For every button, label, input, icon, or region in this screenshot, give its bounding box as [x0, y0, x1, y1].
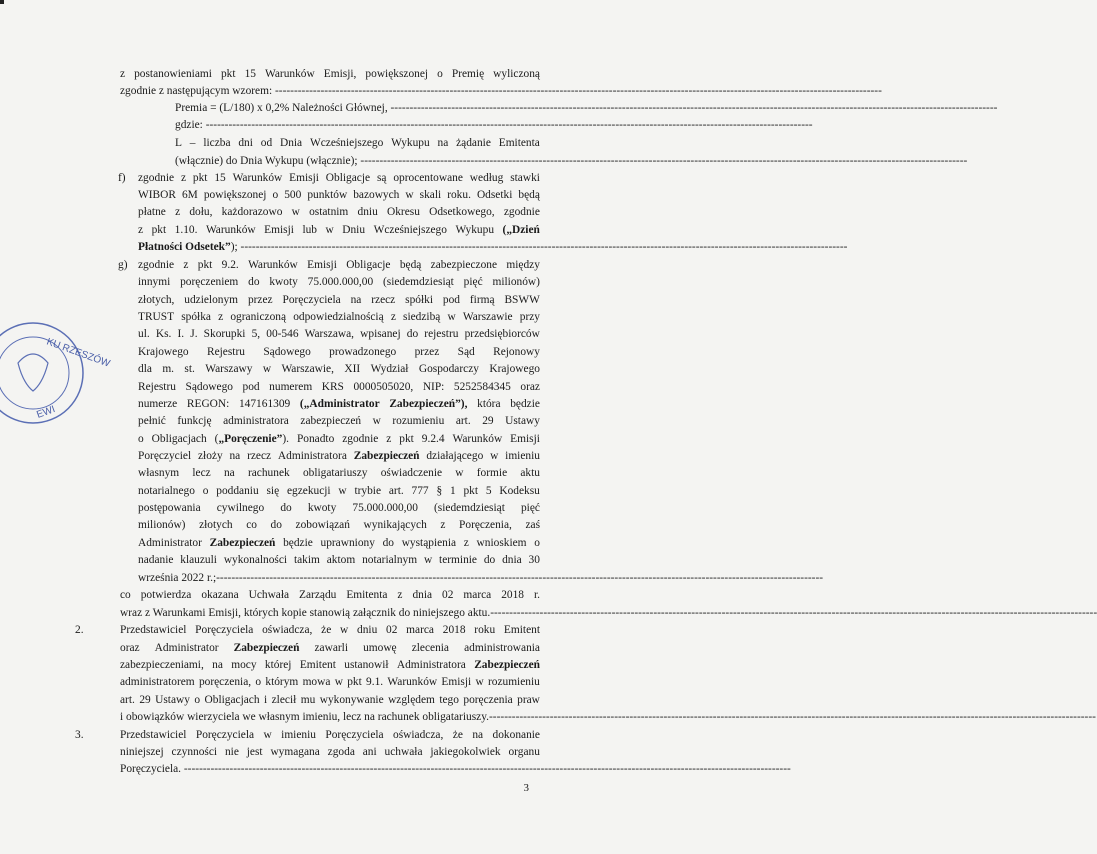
- text-line: innymi poręczeniem do kwoty 75.000.000,00 (siedemdziesiąt pięć milionów): [138, 276, 540, 288]
- text-line: Administrator Zabezpieczeń będzie uprawniony do wystąpienia z wnioskiem o: [138, 537, 540, 549]
- dash-filler: ----------------------------------------------------------------------------------------------------------------------------------------------------------------: [274, 85, 882, 97]
- dash-filler: ----------------------------------------------------------------------------------------------------------------------------------------------------------------: [240, 241, 848, 253]
- list-marker: 3.: [75, 729, 84, 741]
- dash-filler: ----------------------------------------------------------------------------------------------------------------------------------------------------------------: [205, 119, 813, 131]
- list-marker: g): [118, 259, 128, 271]
- text-line: Przedstawiciel Poręczyciela w imieniu Poręczyciela oświadcza, że na dokonanie: [120, 729, 540, 741]
- dash-filler: ----------------------------------------------------------------------------------------------------------------------------------------------------------------: [216, 572, 824, 584]
- text-line: postępowania cywilnego do kwoty 75.000.000,00 (siedemdziesiąt pięć: [138, 502, 540, 514]
- text-line: co potwierdza okazana Uchwała Zarządu Emitenta z dnia 02 marca 2018 r.: [120, 589, 540, 601]
- text-line: niniejszej czynności nie jest wymagana zgoda ani uchwała jakiegokolwiek organu: [120, 746, 540, 758]
- page-number: 3: [523, 782, 529, 794]
- text-line: zgodnie z pkt 15 Warunków Emisji Obligacje są oprocentowane według stawki: [138, 172, 540, 184]
- text-line: z postanowieniami pkt 15 Warunków Emisji, powiększonej o Premię wyliczoną: [120, 68, 540, 80]
- text-line: WIBOR 6M powiększonej o 500 punktów bazowych w skali roku. Odsetki będą: [138, 189, 540, 201]
- dash-filler: ----------------------------------------------------------------------------------------------------------------------------------------------------------------: [390, 102, 998, 114]
- text-line: Poręczyciel złoży na rzecz Administratora Zabezpieczeń działającego w imieniu: [138, 450, 540, 462]
- text-line: milionów) złotych co do zobowiązań wynikających z Poręczenia, zaś: [138, 519, 540, 531]
- text-line: Przedstawiciel Poręczyciela oświadcza, że w dniu 02 marca 2018 roku Emitent: [120, 624, 540, 636]
- text-line: Krajowego Rejestru Sądowego prowadzonego przez Sąd Rejonowy: [138, 346, 540, 358]
- text-line: TRUST spółka z ograniczoną odpowiedzialnością z siedzibą w Warszawie przy: [138, 311, 540, 323]
- text-line: (włącznie) do Dnia Wykupu (włącznie); ----------------------------------------------------------------------------------------------------------------------------------------------------------------: [175, 155, 968, 167]
- text-line: złotych, udzielonym przez Poręczyciela na rzecz spółki pod firmą BSWW: [138, 294, 540, 306]
- dash-filler: ----------------------------------------------------------------------------------------------------------------------------------------------------------------: [489, 711, 1096, 723]
- dash-filler: ----------------------------------------------------------------------------------------------------------------------------------------------------------------: [183, 763, 791, 775]
- text-line: zgodnie z pkt 9.2. Warunków Emisji Obligacje będą zabezpieczone między: [138, 259, 540, 271]
- text-line: z pkt 1.10. Warunków Emisji lub w Dniu Wcześniejszego Wykupu („Dzień: [138, 224, 540, 236]
- dash-filler: ----------------------------------------------------------------------------------------------------------------------------------------------------------------: [490, 607, 1097, 619]
- text-line: Poręczyciela. ----------------------------------------------------------------------------------------------------------------------------------------------------------------: [120, 763, 791, 775]
- text-line: Rejestru Sądowego pod numerem KRS 0000505020, NIP: 5252584345 oraz: [138, 381, 540, 393]
- text-line: zabezpieczeniami, na mocy której Emitent ustanowił Administratora Zabezpieczeń: [120, 659, 540, 671]
- dash-filler: ----------------------------------------------------------------------------------------------------------------------------------------------------------------: [360, 155, 968, 167]
- text-line: zgodnie z następującym wzorem: ----------------------------------------------------------------------------------------------------------------------------------------------------------------: [120, 85, 882, 97]
- text-line: płatne z dołu, każdorazowo w ostatnim dniu Okresu Odsetkowego, zgodnie: [138, 206, 540, 218]
- list-marker: f): [118, 172, 126, 184]
- list-marker: 2.: [75, 624, 84, 636]
- text-line: notarialnego o poddaniu się egzekucji w trybie art. 777 § 1 pkt 5 Kodeksu: [138, 485, 540, 497]
- text-line: Płatności Odsetek”); ----------------------------------------------------------------------------------------------------------------------------------------------------------------: [138, 241, 848, 253]
- text-line: numerze REGON: 147161309 („Administrator Zabezpieczeń”), która będzie: [138, 398, 540, 410]
- text-line: gdzie: ----------------------------------------------------------------------------------------------------------------------------------------------------------------: [175, 119, 813, 131]
- text-line: nadanie klauzuli wykonalności takim aktom notarialnym w terminie do dnia 30: [138, 554, 540, 566]
- text-line: o Obligacjach („Poręczenie”). Ponadto zgodnie z pkt 9.2.4 Warunków Emisji: [138, 433, 540, 445]
- text-line: ul. Ks. I. J. Skorupki 5, 00-546 Warszawa, wpisanej do rejestru przedsiębiorców: [138, 328, 540, 340]
- text-line: września 2022 r.;----------------------------------------------------------------------------------------------------------------------------------------------------------------: [138, 572, 824, 584]
- text-line: i obowiązków wierzyciela we własnym imieniu, lecz na rachunek obligatariuszy.----------------------------------------------------------------------------------------------------------------------------------------------------------------: [120, 711, 1096, 723]
- stamp-lettering: KU RZESZÓW: [44, 336, 112, 370]
- text-line: oraz Administrator Zabezpieczeń zawarli umowę zlecenia administrowania: [120, 642, 540, 654]
- text-line: administratorem poręczenia, o którym mowa w pkt 9.1. Warunków Emisji w rozumieniu: [120, 676, 540, 688]
- official-stamp: [0, 318, 112, 428]
- scan-mark: [0, 0, 4, 4]
- text-line: pełnić funkcję administratora zabezpieczeń w rozumieniu art. 29 Ustawy: [138, 415, 540, 427]
- text-line: dla m. st. Warszawy w Warszawie, XII Wydział Gospodarczy Krajowego: [138, 363, 540, 375]
- svg-text:EWI: EWI: [35, 404, 57, 421]
- text-line: wraz z Warunkami Emisji, których kopie stanowią załącznik do niniejszego aktu.----------------------------------------------------------------------------------------------------------------------------------------------------------------: [120, 607, 1097, 619]
- text-line: L – liczba dni od Dnia Wcześniejszego Wykupu na żądanie Emitenta: [175, 137, 540, 149]
- text-line: Premia = (L/180) x 0,2% Należności Głównej, ----------------------------------------------------------------------------------------------------------------------------------------------------------------: [175, 102, 998, 114]
- text-line: własnym lecz na rachunek obligatariuszy oświadczenie w formie aktu: [138, 467, 540, 479]
- text-line: art. 29 Ustawy o Obligacjach i zlecił mu wykonywanie względem tego poręczenia praw: [120, 694, 540, 706]
